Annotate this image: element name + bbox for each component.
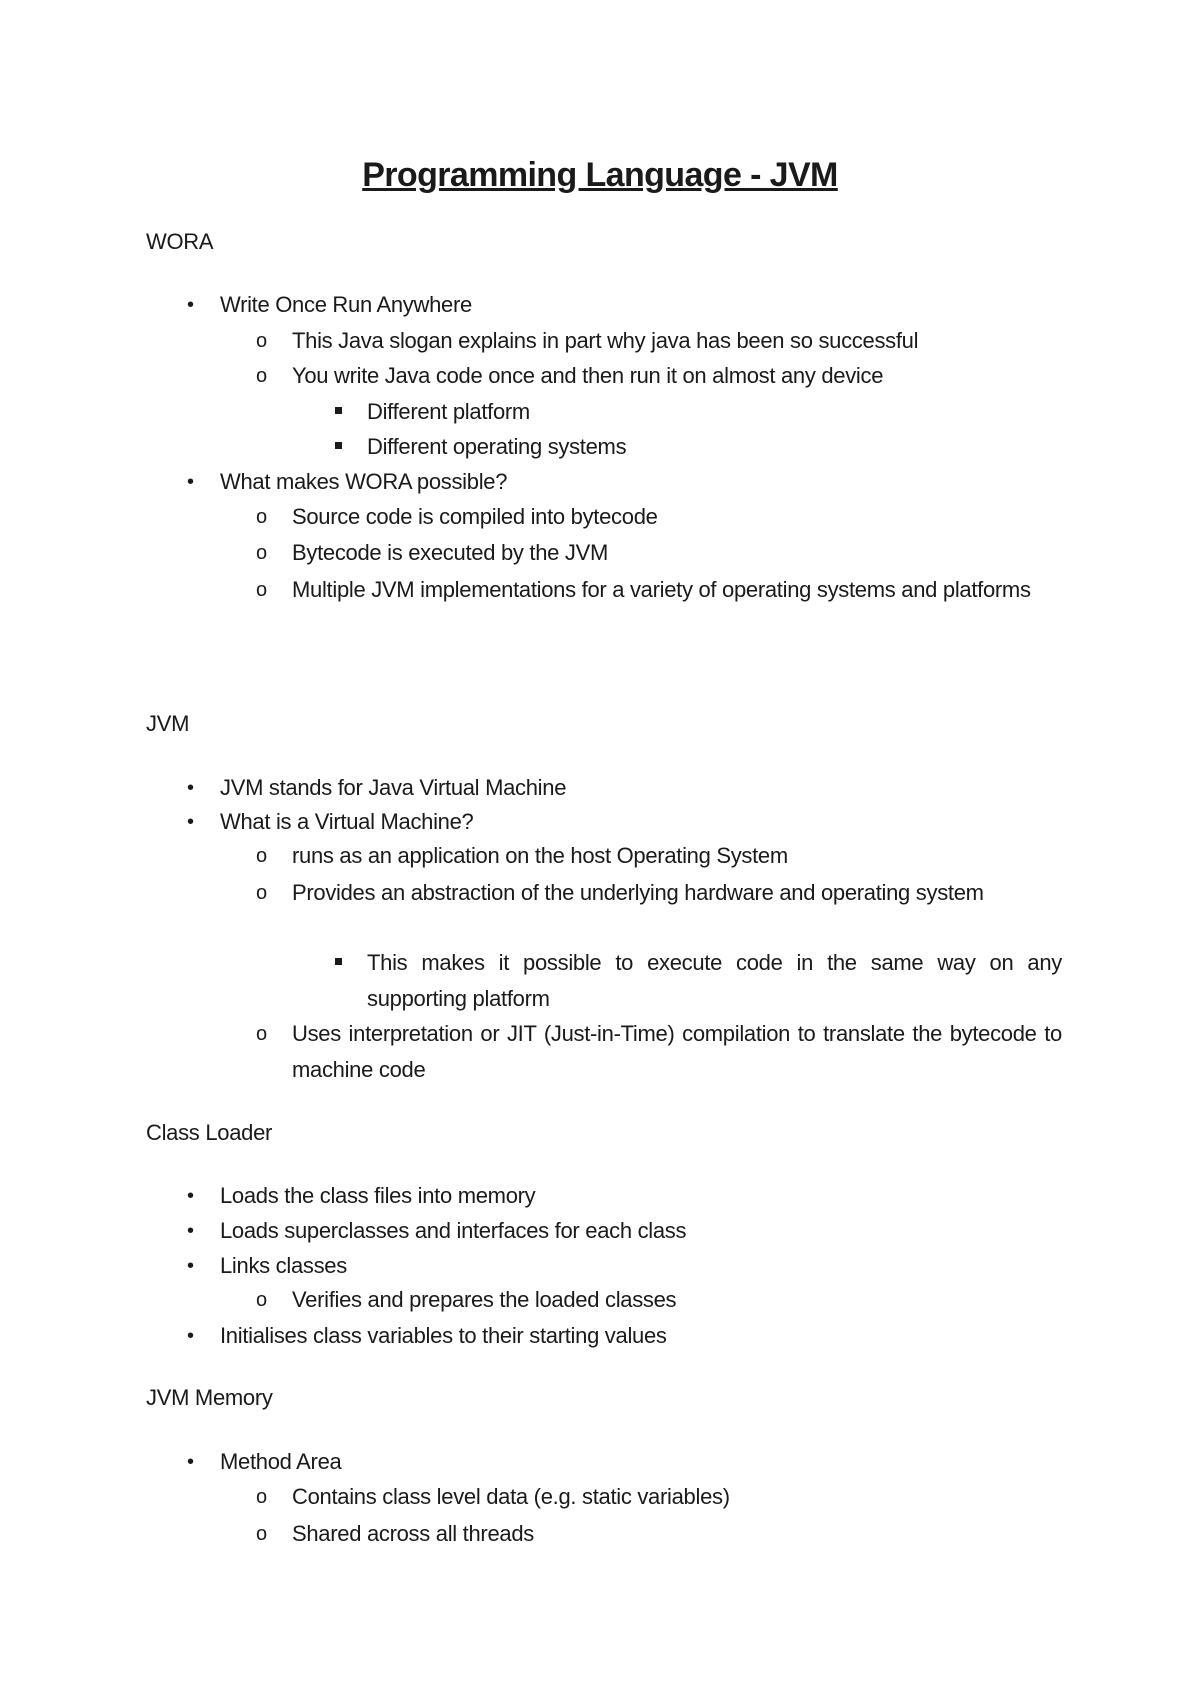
bullet-icon: • bbox=[187, 1255, 194, 1277]
circle-bullet-icon: o bbox=[256, 506, 267, 528]
circle-bullet-icon: o bbox=[256, 882, 267, 904]
circle-bullet-icon: o bbox=[256, 365, 267, 387]
list-item: • Loads superclasses and interfaces for each class bbox=[220, 1213, 1062, 1249]
circle-bullet-icon: o bbox=[256, 1023, 267, 1045]
list-item: • What is a Virtual Machine? bbox=[220, 804, 1062, 840]
bullet-icon: • bbox=[187, 777, 194, 799]
list-item: o You write Java code once and then run it on almost any device bbox=[292, 358, 1062, 394]
section-heading-wora: WORA bbox=[146, 229, 214, 254]
list-item: o Multiple JVM implementations for a variety of operating systems and platforms bbox=[292, 572, 1062, 608]
page-title: Programming Language - JVM bbox=[362, 156, 838, 194]
list-item: • Write Once Run Anywhere bbox=[220, 287, 1062, 323]
bullet-icon: • bbox=[187, 294, 194, 316]
list-item: o Bytecode is executed by the JVM bbox=[292, 535, 1062, 571]
list-item: • Links classes bbox=[220, 1248, 1062, 1284]
bullet-icon: • bbox=[187, 1325, 194, 1347]
circle-bullet-icon: o bbox=[256, 1289, 267, 1311]
bullet-icon: • bbox=[187, 471, 194, 493]
list-item: o runs as an application on the host Operating System bbox=[292, 838, 1062, 874]
list-item: This makes it possible to execute code in the same way on any supporting platform bbox=[367, 945, 1062, 1017]
list-item: • Method Area bbox=[220, 1444, 1062, 1480]
circle-bullet-icon: o bbox=[256, 330, 267, 352]
list-item: o Contains class level data (e.g. static variables) bbox=[292, 1479, 1062, 1515]
square-bullet-icon bbox=[335, 442, 342, 449]
bullet-icon: • bbox=[187, 1185, 194, 1207]
section-heading-jvm-memory: JVM Memory bbox=[146, 1385, 273, 1410]
circle-bullet-icon: o bbox=[256, 579, 267, 601]
list-item: o Provides an abstraction of the underlying hardware and operating system bbox=[292, 875, 1062, 911]
list-item: o Source code is compiled into bytecode bbox=[292, 499, 1062, 535]
list-item: o Shared across all threads bbox=[292, 1516, 1062, 1552]
circle-bullet-icon: o bbox=[256, 542, 267, 564]
bullet-icon: • bbox=[187, 811, 194, 833]
list-item: o Verifies and prepares the loaded classes bbox=[292, 1282, 1062, 1318]
list-item: • JVM stands for Java Virtual Machine bbox=[220, 770, 1062, 806]
list-item: o Uses interpretation or JIT (Just-in-Time) compilation to translate the bytecode to machine code bbox=[292, 1016, 1062, 1088]
bullet-icon: • bbox=[187, 1451, 194, 1473]
list-item: o This Java slogan explains in part why java has been so successful bbox=[292, 323, 1062, 359]
section-heading-jvm: JVM bbox=[146, 711, 190, 736]
list-item: • What makes WORA possible? bbox=[220, 464, 1062, 500]
section-heading-class-loader: Class Loader bbox=[146, 1120, 273, 1145]
circle-bullet-icon: o bbox=[256, 845, 267, 867]
list-item: • Loads the class files into memory bbox=[220, 1178, 1062, 1214]
square-bullet-icon bbox=[335, 958, 342, 965]
circle-bullet-icon: o bbox=[256, 1486, 267, 1508]
list-item: Different platform bbox=[367, 394, 1062, 430]
list-item: Different operating systems bbox=[367, 429, 1062, 465]
bullet-icon: • bbox=[187, 1220, 194, 1242]
circle-bullet-icon: o bbox=[256, 1523, 267, 1545]
square-bullet-icon bbox=[335, 407, 342, 414]
list-item: • Initialises class variables to their starting values bbox=[220, 1318, 1062, 1354]
